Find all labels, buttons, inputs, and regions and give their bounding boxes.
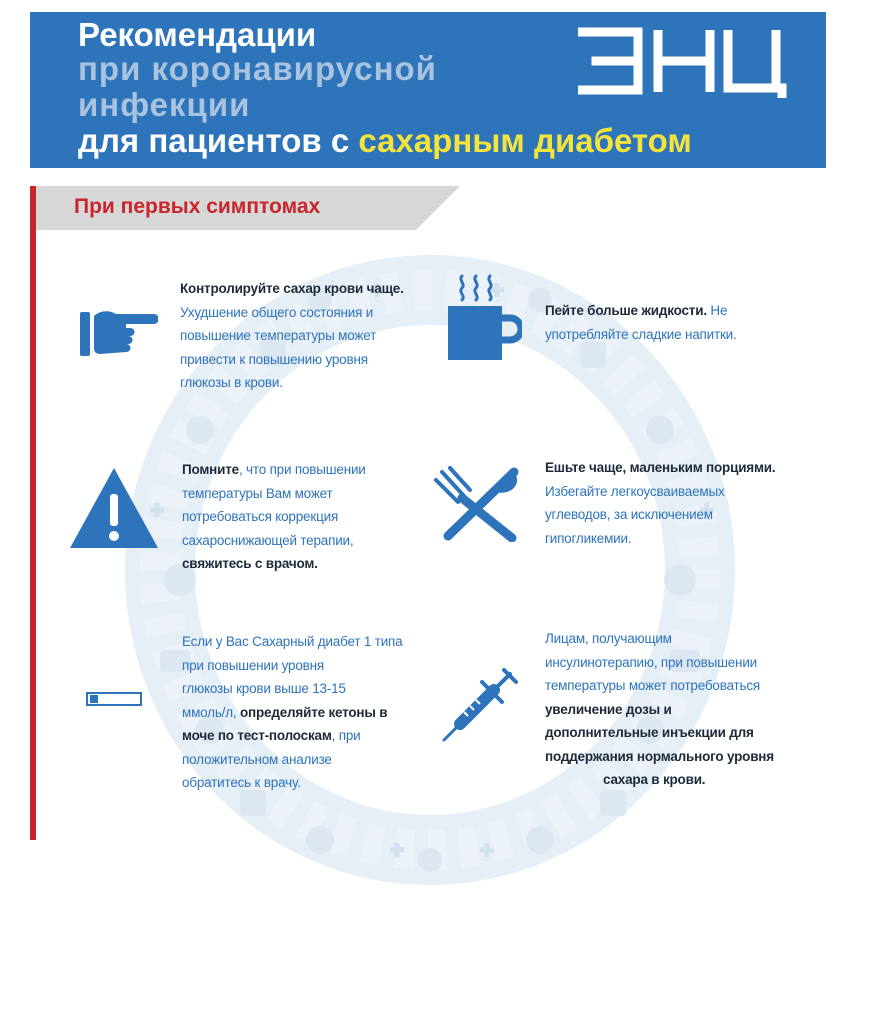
tip-meals-line-3: углеводов, за исключением — [545, 507, 713, 522]
warning-icon — [68, 466, 160, 550]
tip-meals — [545, 456, 775, 550]
hot-mug-icon — [444, 272, 522, 364]
section-title: При первых симптомах — [74, 195, 321, 218]
title-line-4 — [78, 122, 692, 160]
tip-therapy-line-2: температуры Вам может — [182, 485, 333, 501]
tip-insulin — [545, 627, 774, 792]
tip-ketones-line-1: Если у Вас Сахарный диабет 1 типа — [182, 634, 403, 649]
title-line-3: инфекции — [78, 86, 251, 123]
tip-insulin-line-7: сахара в крови. — [603, 772, 706, 787]
tip-therapy-line-5: свяжитесь с врачом. — [182, 556, 318, 571]
tip-sugar-line-3: повышение температуры может — [180, 328, 377, 343]
enc-logo — [578, 22, 788, 100]
tip-insulin-line-6: поддержания нормального уровня — [545, 748, 774, 764]
tip-therapy-headline: Помните — [182, 462, 239, 477]
tip-sugar-line-5: глюкозы в крови. — [180, 375, 283, 390]
header-banner — [30, 12, 826, 168]
fork-knife-icon — [434, 466, 520, 542]
test-strip-icon — [86, 692, 142, 706]
tip-ketones-line-4-bold: определяйте кетоны в — [240, 704, 388, 720]
tip-ketones-line-4-start: ммоль/л, — [182, 704, 241, 720]
title-highlight: сахарным диабетом — [358, 122, 692, 159]
tip-sugar-headline: Контролируйте сахар крови чаще. — [180, 281, 404, 296]
tip-fluids-line-1-rest: Не — [706, 303, 728, 318]
tip-therapy-line-3: потребоваться коррекция — [182, 509, 339, 524]
tip-insulin-line-2: инсулинотерапию, при повышении — [545, 654, 757, 670]
pointing-hand-icon — [80, 306, 158, 360]
syringe-icon — [440, 668, 518, 744]
tip-ketones-line-3: глюкозы крови выше 13-15 — [182, 681, 346, 696]
tip-ketones — [182, 630, 402, 795]
tip-fluids-headline: Пейте больше жидкости. — [545, 303, 707, 318]
tip-insulin-line-5: дополнительные инъекции для — [545, 725, 754, 740]
tip-ketones-line-2: при повышении уровня — [182, 657, 324, 673]
tip-insulin-line-3: температуры может потребоваться — [545, 678, 761, 693]
tip-meals-headline: Ешьте чаще, маленьким порциями. — [545, 460, 776, 475]
tip-sugar-line-2: Ухудшение общего состояния и — [180, 304, 374, 320]
tip-fluids — [545, 299, 737, 346]
tip-meals-line-2: Избегайте легкоусваиваемых — [545, 483, 725, 499]
tip-ketones-line-7: обратитесь к врачу. — [182, 775, 301, 790]
tip-ketones-line-5-rest: , при — [331, 728, 361, 743]
title-line-2: при коронавирусной — [78, 50, 437, 87]
tip-insulin-line-4: увеличение дозы и — [545, 701, 672, 717]
title-line-1: Рекомендации — [78, 16, 317, 53]
tip-sugar-line-4: привести к повышению уровня — [180, 351, 368, 367]
tip-ketones-line-5-bold: моче по тест-полоскам — [182, 728, 332, 743]
tip-ketones-line-6: положительном анализе — [182, 751, 332, 767]
red-vertical-rule — [30, 186, 36, 840]
tip-therapy-line-4: сахароснижающей терапии, — [182, 532, 354, 548]
tip-therapy-line-1-rest: , что при повышении — [238, 462, 366, 477]
tip-sugar-control — [180, 277, 404, 395]
section-header — [30, 186, 460, 230]
tip-therapy — [182, 458, 366, 576]
tip-meals-line-4: гипогликемии. — [545, 530, 632, 546]
title-line-4-prefix: для пациентов с — [78, 122, 359, 159]
tip-fluids-line-2: употребляйте сладкие напитки. — [545, 326, 737, 342]
tip-insulin-line-1: Лицам, получающим — [545, 631, 672, 646]
